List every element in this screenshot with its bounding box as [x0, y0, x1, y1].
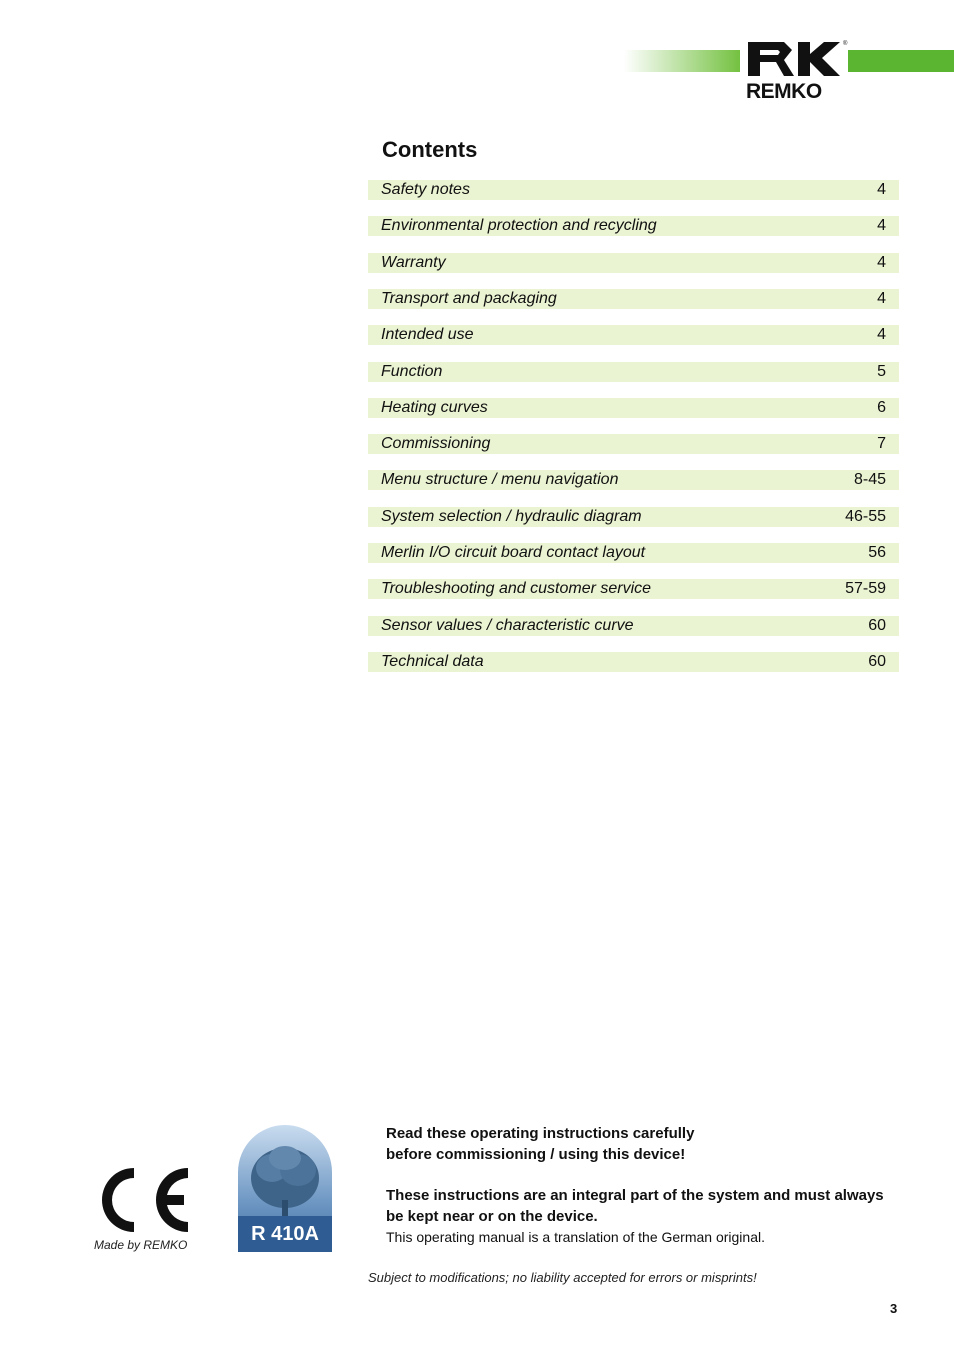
refrigerant-label: R 410A: [251, 1223, 319, 1245]
toc-entry-label: Function: [381, 362, 443, 380]
toc-entry-label: Menu structure / menu navigation: [381, 471, 619, 489]
toc-row[interactable]: [368, 398, 899, 418]
toc-entry-label: Heating curves: [381, 398, 488, 416]
ce-mark-icon: [94, 1160, 192, 1240]
toc-row[interactable]: [368, 507, 899, 527]
toc-row[interactable]: [368, 579, 899, 599]
notice-line: before commissioning / using this device!: [386, 1146, 686, 1163]
notice-line: be kept near or on the device.: [386, 1208, 598, 1225]
ce-caption: Made by REMKO: [94, 1238, 188, 1252]
notice-line: These instructions are an integral part of the system and must always: [386, 1187, 884, 1204]
toc-entry-page: 4: [877, 289, 886, 307]
toc-entry-label: Safety notes: [381, 181, 470, 198]
toc-entry-label: Troubleshooting and customer service: [381, 580, 652, 598]
toc-entry-page: 60: [868, 616, 886, 634]
toc-row[interactable]: [368, 470, 899, 490]
notice-line: This operating manual is a translation of the German original.: [386, 1229, 765, 1245]
toc-row[interactable]: [368, 180, 899, 200]
notice-block: [386, 1123, 906, 1248]
refrigerant-badge: [238, 1124, 332, 1252]
toc-entry-label: Environmental protection and recycling: [381, 217, 657, 235]
toc-entry-label: Technical data: [381, 652, 484, 670]
toc-entry-page: 4: [877, 181, 886, 198]
toc-row[interactable]: [368, 325, 899, 345]
toc-entry-page: 4: [877, 326, 886, 344]
svg-text:®: ®: [843, 41, 848, 47]
toc-entry-label: System selection / hydraulic diagram: [381, 507, 642, 525]
disclaimer: Subject to modifications; no liability accepted for errors or misprints!: [368, 1270, 757, 1285]
toc-row[interactable]: [368, 253, 899, 273]
toc-entry-page: 4: [877, 217, 886, 235]
toc-entry-page: 8-45: [853, 471, 886, 489]
toc-entry-label: Merlin I/O circuit board contact layout: [381, 544, 646, 561]
toc-entry-page: 46-55: [845, 507, 886, 525]
toc-row[interactable]: [368, 616, 899, 636]
toc-entry-page: 5: [877, 362, 886, 380]
toc-entry-page: 4: [877, 253, 886, 271]
toc-entry-label: Intended use: [381, 326, 474, 344]
page-title: Contents: [382, 137, 478, 162]
toc-entry-label: Sensor values / characteristic curve: [381, 616, 634, 634]
logo-wordmark: REMKO: [746, 80, 822, 103]
toc-entry-page: 57-59: [845, 580, 886, 598]
toc-entry-label: Commissioning: [381, 435, 491, 453]
toc-row[interactable]: [368, 652, 899, 672]
notice-line: Read these operating instructions carefully: [386, 1125, 695, 1142]
toc-row[interactable]: [368, 289, 899, 309]
toc-entry-label: Transport and packaging: [381, 289, 557, 307]
toc-entry-page: 7: [877, 435, 886, 453]
toc-row[interactable]: [368, 362, 899, 382]
toc-entry-page: 56: [868, 544, 886, 561]
toc-entry-label: Warranty: [381, 253, 446, 271]
toc-row[interactable]: [368, 543, 899, 563]
remko-logo: [740, 38, 848, 106]
toc-row[interactable]: [368, 216, 899, 236]
toc-row[interactable]: [368, 434, 899, 454]
toc-entry-page: 60: [868, 652, 886, 670]
toc-entry-page: 6: [877, 398, 886, 416]
page-number: 3: [890, 1301, 898, 1316]
